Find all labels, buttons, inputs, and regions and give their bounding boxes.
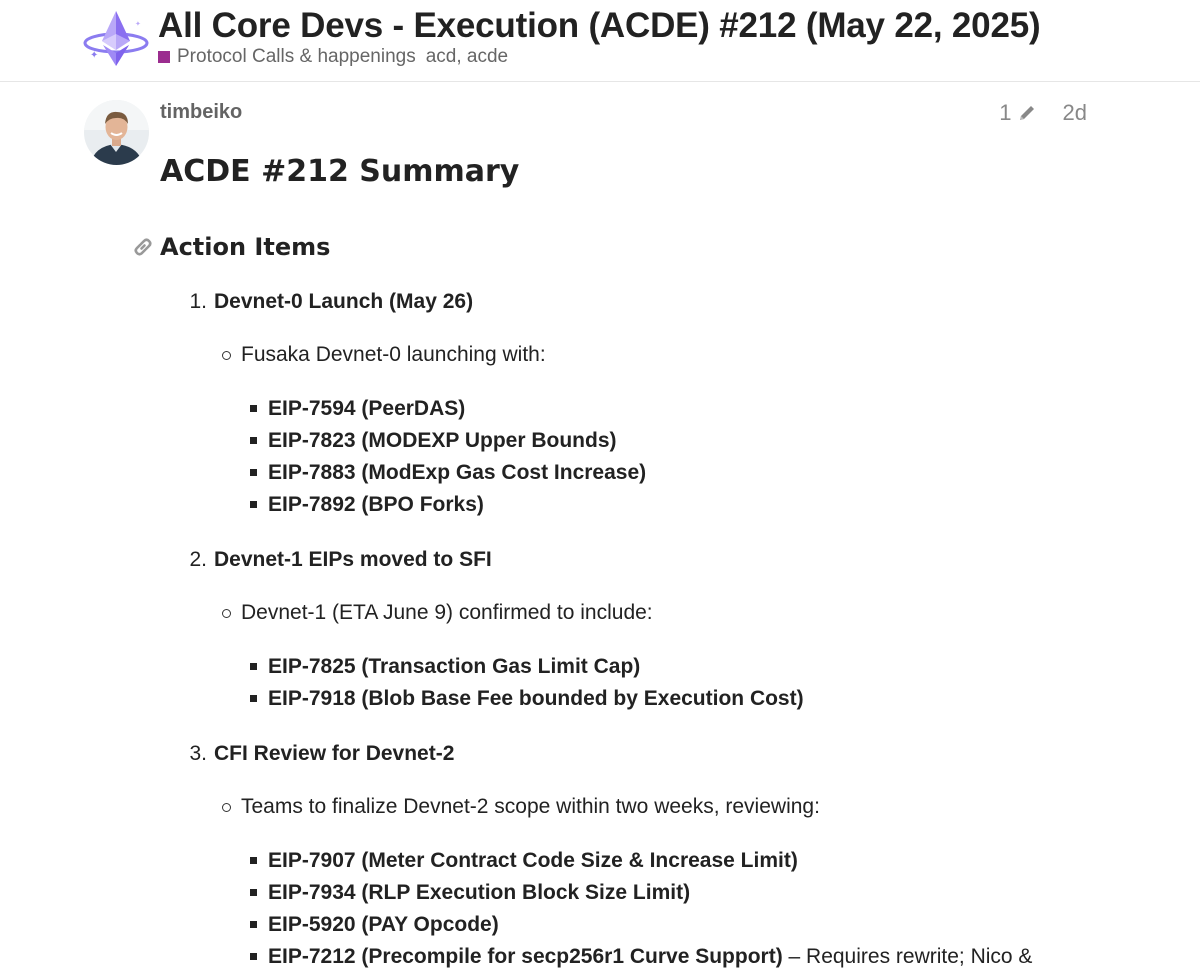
list-bullet xyxy=(222,803,231,812)
category-badge xyxy=(158,51,170,63)
eip-item-row xyxy=(268,945,1032,969)
eip-item: EIP-5920 (PAY Opcode) xyxy=(268,913,499,936)
action-item-title: Devnet-1 EIPs moved to SFI xyxy=(214,548,492,571)
svg-text:✦: ✦ xyxy=(135,20,141,28)
eip-note: – Requires rewrite; Nico & xyxy=(782,945,1033,968)
eip-item: EIP-7825 (Transaction Gas Limit Cap) xyxy=(268,655,641,678)
action-item-title: CFI Review for Devnet-2 xyxy=(214,742,455,765)
edit-history-button[interactable] xyxy=(999,100,1036,126)
link-icon[interactable] xyxy=(132,236,154,258)
list-bullet xyxy=(250,437,257,444)
list-bullet xyxy=(222,351,231,360)
tag-list[interactable]: acd, acde xyxy=(425,46,509,67)
list-bullet xyxy=(222,609,231,618)
action-item-detail: Devnet-1 (ETA June 9) confirmed to include: xyxy=(241,601,653,624)
post-date[interactable]: 2d xyxy=(1062,100,1087,125)
list-bullet xyxy=(250,663,257,670)
eip-item: EIP-7934 (RLP Execution Block Size Limit) xyxy=(268,881,691,904)
post-meta xyxy=(999,100,1087,126)
eip-item: EIP-7907 (Meter Contract Code Size & Increase Limit) xyxy=(268,849,798,872)
ethereum-magicians-logo[interactable] xyxy=(82,8,150,70)
topic-header xyxy=(0,0,1200,82)
topic-title[interactable]: All Core Devs - Execution (ACDE) #212 (May 22, 2025) xyxy=(158,6,1041,45)
edit-count: 1 xyxy=(999,100,1012,125)
list-number: 1. xyxy=(189,290,207,313)
action-item-detail: Teams to finalize Devnet-2 scope within two weeks, reviewing: xyxy=(241,795,820,818)
action-item-detail: Fusaka Devnet-0 launching with: xyxy=(241,343,546,366)
category-link[interactable]: Protocol Calls & happenings xyxy=(177,46,416,67)
pencil-icon xyxy=(1017,103,1037,123)
list-bullet xyxy=(250,405,257,412)
section-heading: Action Items xyxy=(160,233,331,261)
action-item-title: Devnet-0 Launch (May 26) xyxy=(214,290,474,313)
svg-text:✦: ✦ xyxy=(90,50,99,61)
list-bullet xyxy=(250,857,257,864)
topic-meta xyxy=(158,46,508,68)
list-bullet xyxy=(250,501,257,508)
eip-item: EIP-7212 (Precompile for secp256r1 Curve Support) xyxy=(268,945,783,968)
avatar[interactable] xyxy=(84,100,149,165)
post-author[interactable]: timbeiko xyxy=(160,101,243,123)
list-number: 3. xyxy=(189,742,207,765)
eip-item: EIP-7918 (Blob Base Fee bounded by Execution Cost) xyxy=(268,687,804,710)
list-number: 2. xyxy=(189,548,207,571)
eip-item: EIP-7892 (BPO Forks) xyxy=(268,493,484,516)
eip-item: EIP-7594 (PeerDAS) xyxy=(268,397,466,420)
list-bullet xyxy=(250,889,257,896)
list-bullet xyxy=(250,953,257,960)
list-bullet xyxy=(250,921,257,928)
list-bullet xyxy=(250,469,257,476)
list-bullet xyxy=(250,695,257,702)
eip-item: EIP-7883 (ModExp Gas Cost Increase) xyxy=(268,461,647,484)
post-heading: ACDE #212 Summary xyxy=(160,154,520,189)
eip-item: EIP-7823 (MODEXP Upper Bounds) xyxy=(268,429,617,452)
